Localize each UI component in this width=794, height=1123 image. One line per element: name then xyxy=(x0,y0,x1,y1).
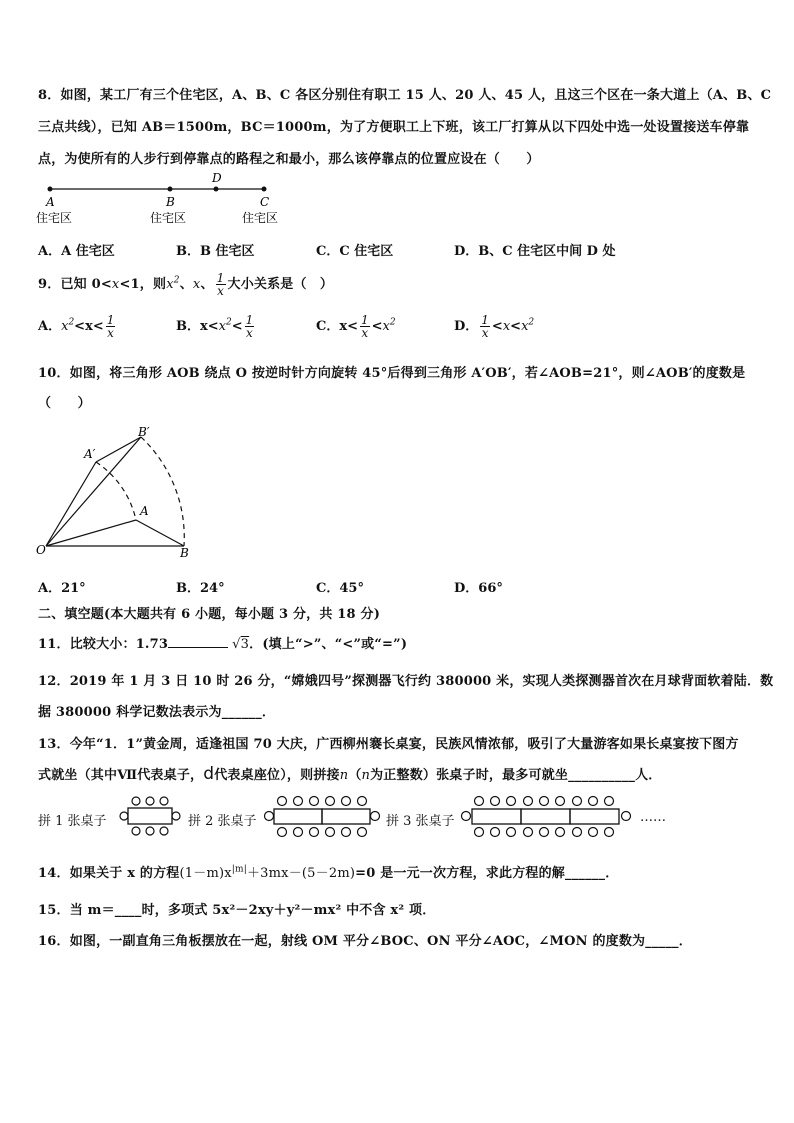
q12-line-2: 据 380000 科学记数法表示为______． xyxy=(38,705,276,720)
q12-line-1: 12．2019 年 1 月 3 日 10 时 26 分，“嫦娥四号”探测器飞行约 380000 米，实现人类探测器首次在月球背面软着陆．数 xyxy=(38,674,774,689)
q9-stem-d: 、 xyxy=(200,277,214,292)
q13-label-3: 拼 3 张桌子 xyxy=(386,814,455,829)
q13-line-2: 式就坐（其中Ⅶ代表桌子，d代表桌座位），则拼接n（n为正整数）张桌子时，最多可就坐__________人． xyxy=(38,764,662,784)
segment-a-prime-b-prime xyxy=(96,437,141,462)
q8-line-figure xyxy=(36,170,306,230)
q8-option-b: B．B 住宅区 xyxy=(176,244,255,259)
q11-answer-blank[interactable] xyxy=(168,635,228,648)
segment-ab xyxy=(136,520,184,546)
q14: 14．如果关于 x 的方程$(1-m)x^{|m|}+3mx-(5-2m)=0$ 是一元一次方程，求此方程的解______． xyxy=(38,864,619,881)
q13-table-figures xyxy=(0,792,794,842)
q9-stem-c: 、 xyxy=(179,277,193,292)
label-d: D xyxy=(212,171,222,185)
q9-stem-a: 9．已知 0< xyxy=(38,277,112,292)
q10-option-b: B．24° xyxy=(176,581,225,596)
q9-stem-e: 大小关系是（ ） xyxy=(227,277,334,292)
label-a-prime: A′ xyxy=(84,447,96,461)
label-c: C xyxy=(260,195,270,209)
label-b: B xyxy=(180,546,189,560)
point-c xyxy=(262,187,267,192)
q9-stem xyxy=(38,272,333,297)
arc-b xyxy=(141,437,184,546)
q10-option-c: C．45° xyxy=(316,581,364,596)
q15: 15．当 m＝____时，多项式 5x²－2xy＋y²－mx² 中不含 x² 项． xyxy=(38,903,436,918)
label-o: O xyxy=(36,543,46,557)
label-a: A xyxy=(46,195,55,209)
q8-option-d: D．B、C 住宅区中间 D 处 xyxy=(454,244,616,259)
zone-b: 住宅区 xyxy=(150,211,187,225)
point-d xyxy=(214,187,219,192)
q9-option-c: C．x< $\frac{1}{x}$ $<x^2$ xyxy=(316,313,396,340)
q11: 11．比较大小：1.73 √3．(填上“>”、“<”或“=”) xyxy=(38,637,408,652)
label-b-prime: B′ xyxy=(138,425,150,439)
q9-x-squared: $x^2$ xyxy=(166,275,180,292)
arc-a xyxy=(96,462,136,520)
q10-line-1: 10．如图，将三角形 AOB 绕点 O 按逆时针方向旋转 45°后得到三角形 A′OB′，若∠AOB=21°，则∠AOB′的度数是 xyxy=(38,366,746,381)
q8-line-3: 点，为使所有的人步行到停靠点的路程之和最小，那么该停靠点的位置应设在（ ） xyxy=(38,152,540,167)
q9-x-plain: x xyxy=(192,277,201,292)
point-b xyxy=(168,187,173,192)
q9-one-over-x: $\frac{1}{x}$ xyxy=(216,271,225,298)
q9-x: x xyxy=(111,277,120,292)
q8-option-c: C．C 住宅区 xyxy=(316,244,394,259)
section-2-heading: 二、填空题(本大题共有 6 小题，每小题 3 分，共 18 分) xyxy=(38,607,381,622)
q13-ellipsis: …… xyxy=(640,810,666,825)
one-table-arrangement xyxy=(120,797,180,835)
label-b: B xyxy=(166,195,175,209)
q8-line-2: 三点共线），已知 AB＝1500m，BC＝1000m，为了方便职工上下班，该工厂打算从以下四处中选一处设置接送车停靠 xyxy=(38,120,750,135)
q10-option-d: D．66° xyxy=(454,581,503,596)
q10-rotation-figure xyxy=(34,425,204,565)
q9-option-b: B．$x<x^2<$ $\frac{1}{x}$ xyxy=(176,313,254,340)
zone-a: 住宅区 xyxy=(36,211,73,225)
q9-option-d: D． $\frac{1}{x}$ $<x<x^2$ xyxy=(454,313,535,340)
zone-c: 住宅区 xyxy=(242,211,279,225)
q16: 16．如图，一副直角三角板摆放在一起，射线 OM 平分∠BOC、ON 平分∠AOC，∠MON 的度数为_____． xyxy=(38,934,692,949)
q13-line-1: 13．今年“1．1”黄金周，适逢祖国 70 大庆，广西柳州褰长桌宴，民族风情浓郁，吸引了大量游客如果长桌宴按下图方 xyxy=(38,737,739,752)
q13-label-2: 拼 2 张桌子 xyxy=(188,814,257,829)
q9-stem-b: <1，则 xyxy=(119,277,167,292)
q10-option-a: A．21° xyxy=(38,581,86,596)
q13-label-1: 拼 1 张桌子 xyxy=(38,814,107,829)
q9-option-a: A．$x^2<x<$ $\frac{1}{x}$ xyxy=(38,313,115,340)
q10-line-2: （ ） xyxy=(38,396,91,411)
q8-option-a: A．A 住宅区 xyxy=(38,244,115,259)
three-table-arrangement xyxy=(462,797,631,837)
point-a xyxy=(48,187,53,192)
label-a: A xyxy=(140,504,149,518)
q8-line-1: 8．如图，某工厂有三个住宅区，A、B、C 各区分别住有职工 15 人、20 人、45 人，且这三个区在一条大道上（A、B、C xyxy=(38,88,772,103)
two-table-arrangement xyxy=(265,797,380,837)
